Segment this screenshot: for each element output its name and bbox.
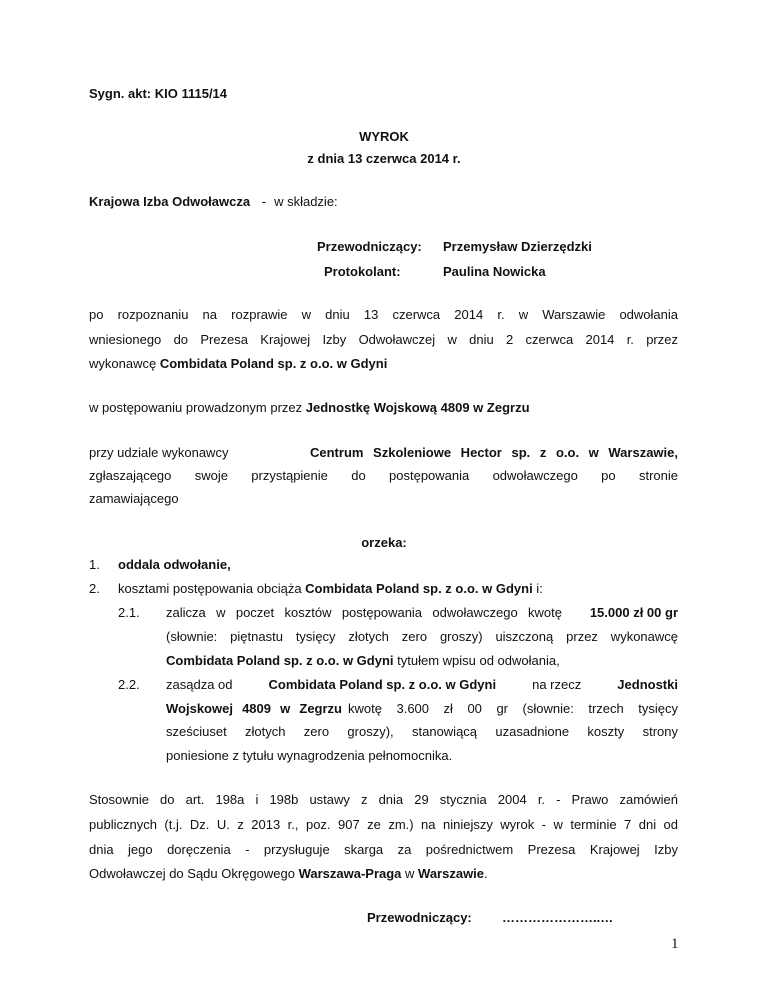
final-court-prefix: Odwoławczej do Sądu Okręgowego bbox=[89, 866, 299, 881]
chamber-separator: - bbox=[261, 194, 267, 209]
p2-prefix: w postępowaniu prowadzonym przez bbox=[89, 400, 306, 415]
p3-prefix: przy udziale wykonawcy bbox=[89, 445, 229, 460]
sub-2-2-line-1 bbox=[166, 677, 678, 692]
court-name: Warszawa-Praga bbox=[298, 866, 402, 881]
sub-2-1-suffix: tytułem wpisu od odwołania, bbox=[393, 653, 560, 668]
final-line-1: Stosownie do art. 198a i 198b ustawy z dnia 29 stycznia 2004 r. - Prawo zamówień bbox=[89, 792, 678, 807]
final-line-2: publicznych (t.j. Dz. U. z 2013 r., poz. 907 ze zm.) na niniejszy wyrok - w terminie 7 dni od bbox=[89, 817, 678, 832]
sub-2-2-prefix: zasądza od bbox=[166, 677, 233, 692]
entry-fee-amount: 15.000 zł 00 gr bbox=[589, 605, 678, 620]
page-number: 1 bbox=[671, 936, 679, 952]
sub-2-2-line-4: poniesione z tytułu wynagrodzenia pełnomocnika. bbox=[166, 748, 453, 763]
item-2-prefix: kosztami postępowania obciąża bbox=[118, 581, 306, 596]
sub-2-2-connector: na rzecz bbox=[532, 677, 582, 692]
sub-2-2-beneficiary: Jednostki bbox=[617, 677, 678, 692]
sub-2-1-party: Combidata Poland sp. z o.o. w Gdyni bbox=[166, 653, 394, 668]
final-line-4 bbox=[89, 866, 488, 881]
sub-2-2-party: Combidata Poland sp. z o.o. w Gdyni bbox=[268, 677, 497, 692]
p1-contractor-prefix: wykonawcę bbox=[89, 356, 160, 371]
item-2-party: Combidata Poland sp. z o.o. w Gdyni bbox=[305, 581, 533, 596]
chamber-name: Krajowa Izba Odwoławcza bbox=[89, 194, 251, 209]
ruling-heading: orzeka: bbox=[361, 535, 407, 550]
p1-line-2: wniesionego do Prezesa Krajowej Izby Odwoławczej w dniu 2 czerwca 2014 r. przez bbox=[89, 332, 678, 347]
document-date: z dnia 13 czerwca 2014 r. bbox=[307, 151, 461, 166]
chair-name: Przemysław Dzierzędzki bbox=[443, 239, 592, 254]
p1-line-3 bbox=[89, 356, 387, 371]
appellant-name: Combidata Poland sp. z o.o. w Gdyni bbox=[159, 356, 388, 371]
chamber-suffix: w składzie: bbox=[274, 194, 338, 209]
item-2-number: 2. bbox=[89, 581, 100, 596]
chamber-line bbox=[89, 194, 338, 209]
item-1-number: 1. bbox=[89, 557, 100, 572]
p3-line-1 bbox=[89, 445, 678, 460]
clerk-name: Paulina Nowicka bbox=[443, 264, 546, 279]
signature-line: …………………..… bbox=[502, 910, 614, 925]
clerk-role: Protokolant: bbox=[324, 264, 401, 279]
item-2-text bbox=[118, 581, 543, 596]
case-signature: Sygn. akt: KIO 1115/14 bbox=[89, 86, 228, 101]
sub-2-2-line-3: sześciuset złotych zero groszy), stanowiącą uzasadnione koszty strony bbox=[166, 724, 678, 739]
document-title: WYROK bbox=[359, 129, 409, 144]
sub-2-1-line-1 bbox=[166, 605, 678, 620]
sub-2-2-line-2 bbox=[166, 701, 678, 716]
intervener-name: Centrum Szkoleniowe Hector sp. z o.o. w Warszawie, bbox=[310, 445, 678, 460]
sub-2-1-line-2: (słownie: piętnastu tysięcy złotych zero groszy) uiszczoną przez wykonawcę bbox=[166, 629, 678, 644]
sub-2-2-number: 2.2. bbox=[118, 677, 140, 692]
sub-2-1-number: 2.1. bbox=[118, 605, 140, 620]
p2-line bbox=[89, 400, 530, 415]
p3-line-3: zamawiającego bbox=[89, 491, 179, 506]
item-2-suffix: i: bbox=[532, 581, 543, 596]
court-city: Warszawie bbox=[418, 866, 485, 881]
final-connector: w bbox=[401, 866, 419, 881]
signature-label: Przewodniczący: bbox=[367, 910, 472, 925]
sub-2-1-text: zalicza w poczet kosztów postępowania odwoławczego kwotę bbox=[166, 605, 562, 620]
chair-role: Przewodniczący: bbox=[317, 239, 422, 254]
item-1-text: oddala odwołanie, bbox=[118, 557, 231, 572]
sub-2-2-beneficiary-cont: Wojskowej 4809 w Zegrzu bbox=[166, 701, 342, 716]
final-period: . bbox=[484, 866, 488, 881]
p3-line-2: zgłaszającego swoje przystąpienie do postępowania odwoławczego po stronie bbox=[89, 468, 678, 483]
sub-2-2-amount-text: kwotę 3.600 zł 00 gr (słownie: trzech tysięcy bbox=[348, 701, 678, 716]
sub-2-1-line-3 bbox=[166, 653, 560, 668]
contracting-authority: Jednostkę Wojskową 4809 w Zegrzu bbox=[305, 400, 530, 415]
final-line-3: dnia jego doręczenia - przysługuje skarga za pośrednictwem Prezesa Krajowej Izby bbox=[89, 842, 678, 857]
p1-line-1: po rozpoznaniu na rozprawie w dniu 13 czerwca 2014 r. w Warszawie odwołania bbox=[89, 307, 678, 322]
